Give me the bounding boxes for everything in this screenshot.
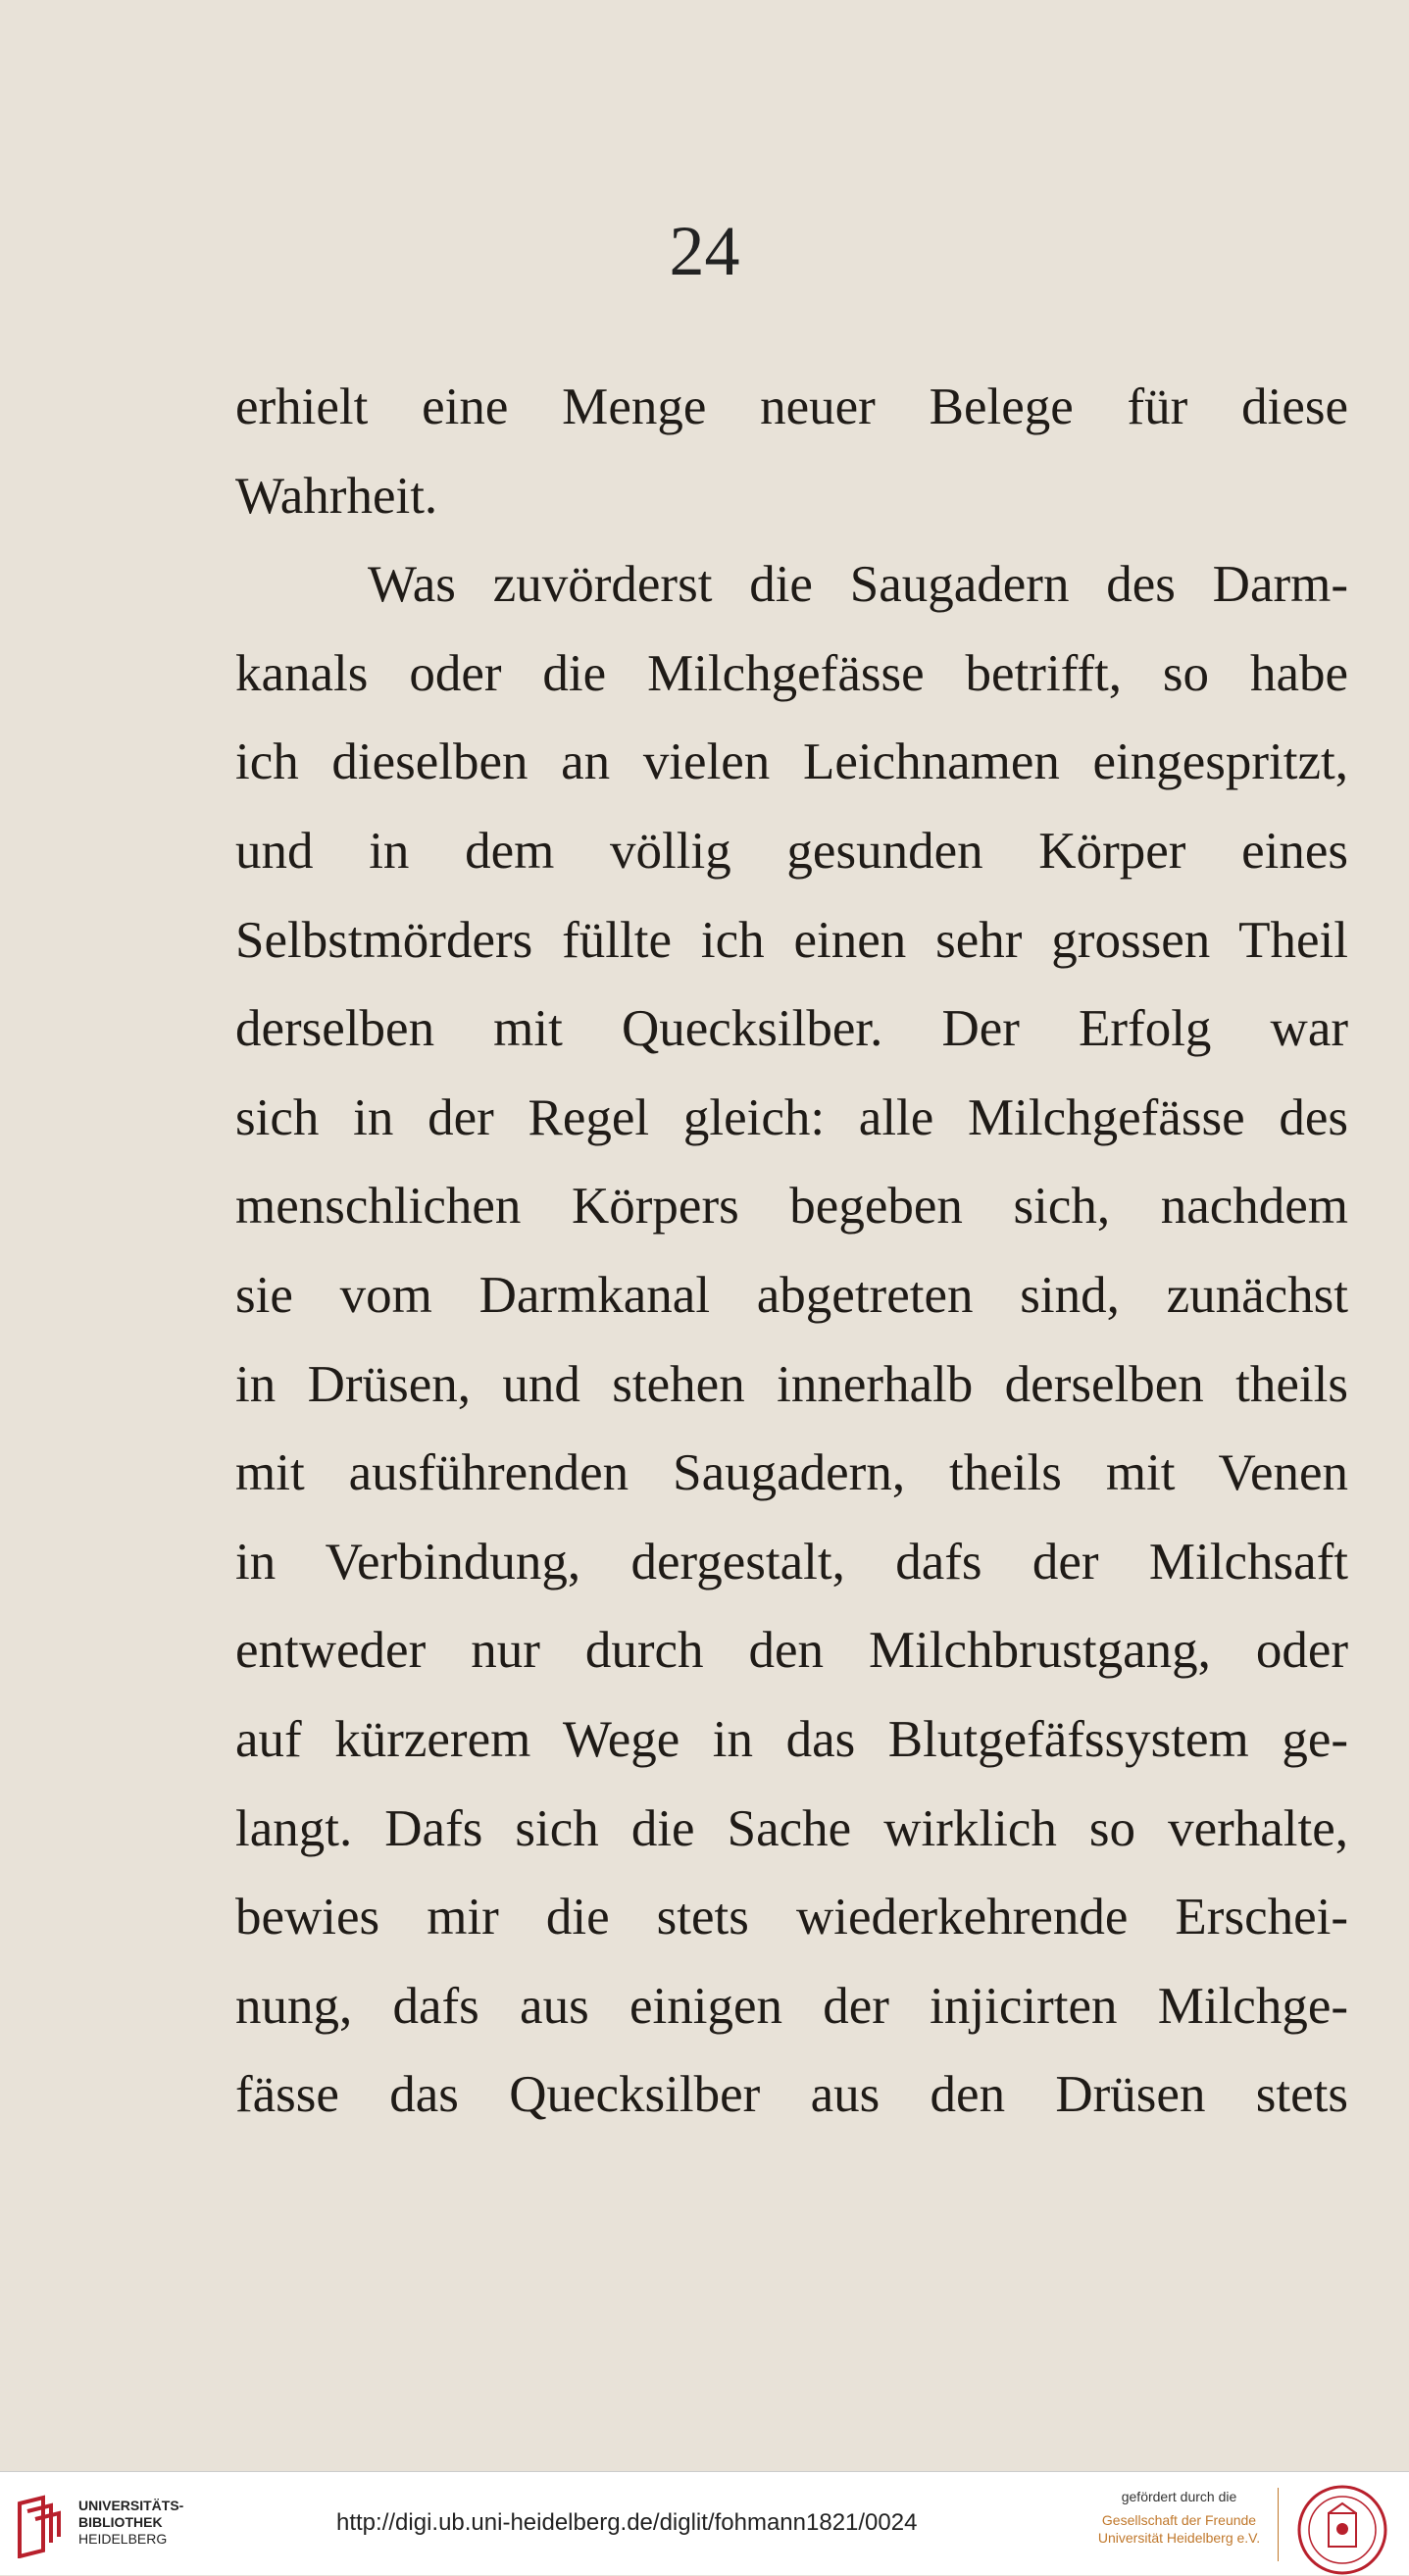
sponsor-label: gefördert durch die (1121, 2489, 1237, 2504)
text-line: in Verbindung, dergestalt, dafs der Milchsaft (235, 1533, 1348, 1591)
library-name-line: UNIVERSITÄTS- (78, 2498, 184, 2513)
library-name (78, 2498, 183, 2548)
text-line: ich dieselben an vielen Leichnamen eingespritzt, (235, 733, 1348, 791)
text-line: nung, dafs aus einigen der injicirten Milchge- (235, 1977, 1348, 2035)
text-line: sie vom Darmkanal abgetreten sind, zunächst (235, 1266, 1348, 1324)
sponsor-name: Gesellschaft der Freunde (1101, 2512, 1257, 2528)
text-line: derselben mit Quecksilber. Der Erfolg war (235, 1000, 1348, 1058)
footer-divider (1278, 2488, 1279, 2561)
permalink-url[interactable]: http://digi.ub.uni-heidelberg.de/diglit/fohmann1821/0024 (336, 2509, 918, 2536)
text-line: Wahrheit. (235, 467, 438, 525)
text-line: fässe das Quecksilber aus den Drüsen stets (235, 2066, 1348, 2124)
library-name-line: BIBLIOTHEK (78, 2514, 163, 2530)
text-line: entweder nur durch den Milchbrustgang, oder (235, 1622, 1348, 1680)
text-line: kanals oder die Milchgefässe betrifft, so habe (235, 644, 1348, 702)
sponsor-credit (1088, 2488, 1270, 2547)
text-line: Was zuvörderst die Saugadern des Darm- (368, 556, 1348, 614)
text-line: in Drüsen, und stehen innerhalb derselben theils (235, 1355, 1348, 1413)
text-line: und in dem völlig gesunden Körper eines (235, 822, 1348, 880)
text-line: langt. Dafs sich die Sache wirklich so verhalte, (235, 1799, 1348, 1857)
sponsor-name: Universität Heidelberg e.V. (1097, 2530, 1261, 2546)
text-line: auf kürzerem Wege in das Blutgefäfssystem ge- (235, 1710, 1348, 1768)
text-line: sich in der Regel gleich: alle Milchgefässe des (235, 1088, 1348, 1146)
text-line: Selbstmörders füllte ich einen sehr grossen Theil (235, 911, 1348, 969)
page-number: 24 (669, 212, 740, 290)
library-name-line: HEIDELBERG (78, 2531, 168, 2547)
text-line: menschlichen Körpers begeben sich, nachdem (235, 1178, 1348, 1236)
text-line: mit ausführenden Saugadern, theils mit Venen (235, 1444, 1348, 1502)
ub-heidelberg-logo-icon[interactable] (14, 2494, 67, 2558)
text-line: erhielt eine Menge neuer Belege für diese (235, 379, 1348, 435)
text-line: bewies mir die stets wiederkehrende Erschei- (235, 1889, 1348, 1946)
body-text (235, 363, 1348, 2140)
university-seal-icon[interactable] (1296, 2484, 1388, 2576)
digitization-footer (0, 2471, 1409, 2575)
